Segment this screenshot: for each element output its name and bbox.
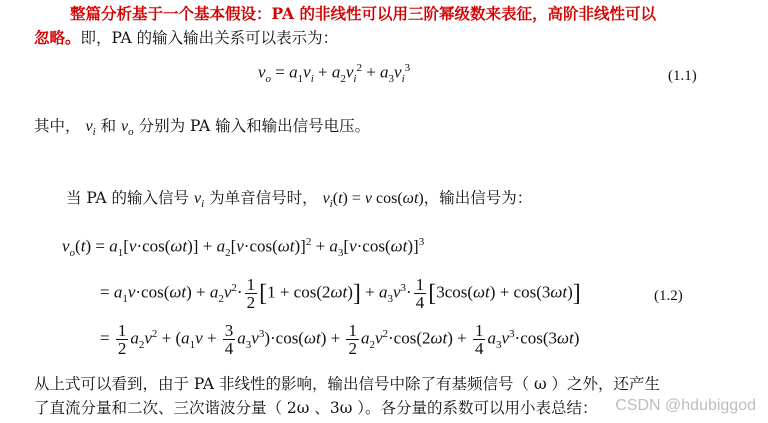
where-prefix: 其中， [34, 117, 81, 135]
equation-1-1-formula: $v_o = a_1v_i + a_2v_i^2 + a_3v_i^3$ [258, 62, 411, 86]
conclusion-line-1: 从上式可以看到，由于 PA 非线性的影响，输出信号中除了有基频信号（ ω ）之外，还产生 [34, 375, 661, 393]
equation-1-1-number: (1.1) [668, 68, 697, 84]
where-suffix: 分别为 PA 输入和输出信号电压。 [138, 117, 371, 135]
intro-text: 即，PA 的输入输出关系可以表示为： [80, 29, 339, 47]
case-suffix: ，输出信号为： [423, 189, 533, 207]
equation-1-2-number: (1.2) [654, 288, 683, 304]
single-tone-case: 当 PA 的输入信号 $v_i$ 为单音信号时， $v_i(t) = v$ cos(ωt)，输出信号为： [66, 189, 533, 211]
equation-1-2-line3: = $\frac{1}{2}$ $a_2v^2 + (a_1v$ + $\frac{3}{4}$ $a_3v^3)\cdot\cos(\omega t)$ + $\frac{1}{2}$ $a_2v^2\cdot\cos(2\omega t)$ + $\frac{1}{4}$ $a_3v^3\cdot\cos(3\omega t)$ [100, 321, 580, 358]
case-mid: 为单音信号时， [209, 189, 318, 207]
variable-definition: 其中， $v_i$ 和 $v_o$ 分别为 PA 输入和输出信号电压。 [34, 117, 371, 139]
equation-1-2-line2: = $a_1v\cdot\cos(\omega t) + a_2v^2\cdot$ $\frac{1}{2}$ $[1 + \cos(2\omega t)] + a_3v^3\cdot$ $\frac{1}{4}$ [3cos(ωt) + cos(3ωt)] [100, 275, 581, 312]
case-prefix: 当 PA 的输入信号 [66, 189, 190, 207]
conclusion-line-2: 了直流分量和二次、三次谐波分量（ 2ω 、3ω ）。各分量的系数可以用小表总结： [34, 399, 598, 417]
intro-assumption-end: 忽略。 [34, 28, 81, 47]
equation-1-2-line1: $v_o(t) = a_1[v\cdot\cos(\omega t)] + a_2[v\cdot\cos(\omega t)]^2 + a_3[v\cdot\cos(\omega t)]^3$ [62, 236, 425, 260]
intro-assumption: 整篇分析基于一个基本假设：PA 的非线性可以用三阶幂级数来表征，高阶非线性可以 [70, 4, 656, 23]
where-mid: 和 [100, 117, 117, 135]
csdn-watermark: CSDN @hdubiggod [615, 397, 756, 414]
